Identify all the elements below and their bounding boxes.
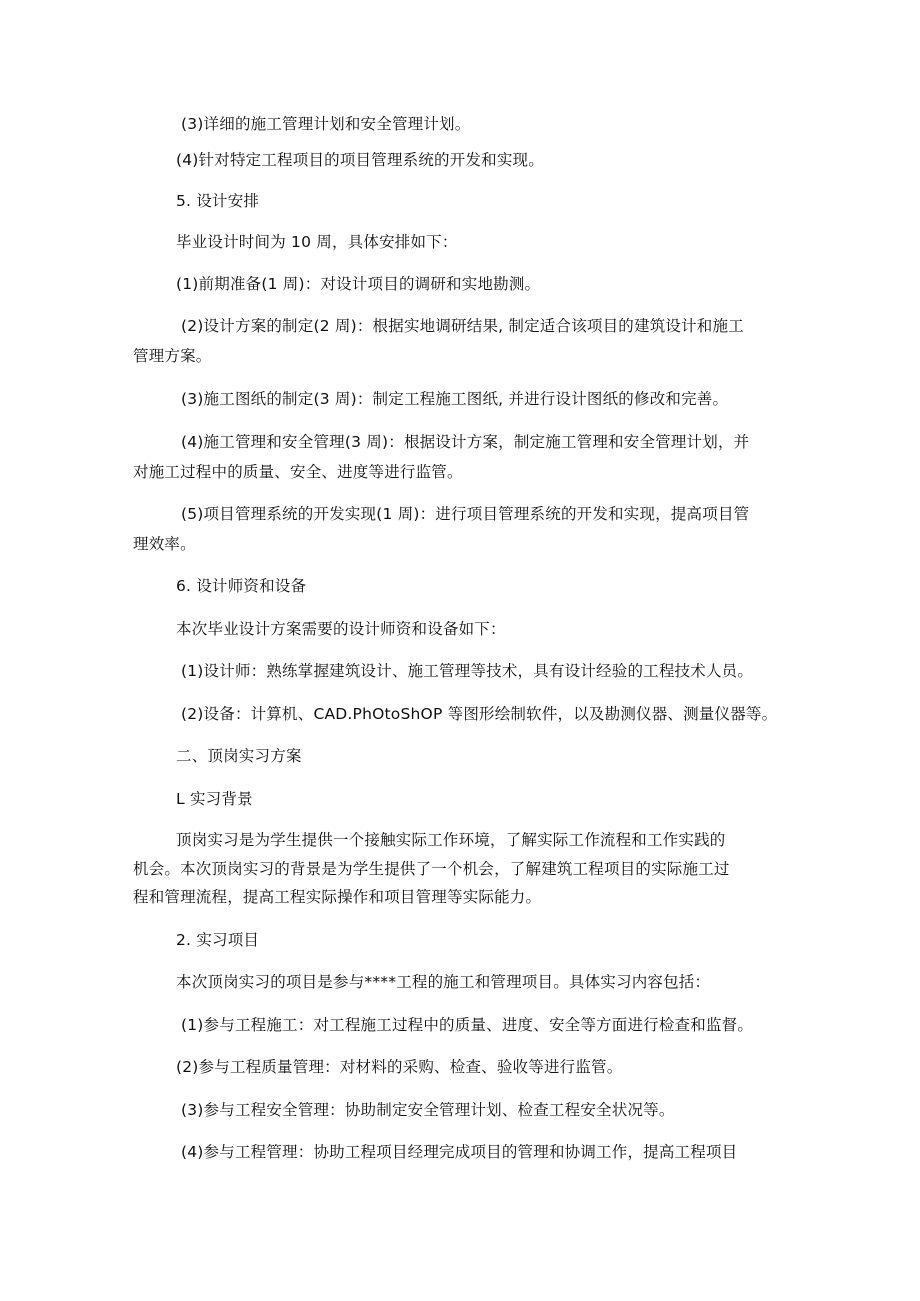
schedule-item-1: (1)前期准备(1 周)：对设计项目的调研和实地勘测。: [176, 275, 541, 293]
schedule-item-4-line-2: 对施工过程中的质量、安全、进度等进行监管。: [133, 463, 463, 481]
paragraph-internship-project-intro: 本次顶岗实习的项目是参与****工程的施工和管理项目。具体实习内容包括：: [176, 973, 711, 991]
equipment-item: (2)设备：计算机、CAD.PhOtoShOP 等图形绘制软件，以及勘测仪器、测量仪器等。: [181, 705, 778, 723]
schedule-item-5-line-1: (5)项目管理系统的开发实现(1 周)：进行项目管理系统的开发和实现，提高项目管: [181, 505, 750, 523]
paragraph-faculty-equipment-intro: 本次毕业设计方案需要的设计师资和设备如下：: [176, 620, 506, 638]
schedule-item-4-line-1: (4)施工管理和安全管理(3 周)：根据设计方案，制定施工管理和安全管理计划，并: [181, 433, 750, 451]
chapter-heading-internship-plan: 二、顶岗实习方案: [176, 747, 302, 765]
list-item-3-detailed-plan: (3)详细的施工管理计划和安全管理计划。: [181, 115, 471, 133]
section-heading-faculty-equipment: 6. 设计师资和设备: [176, 577, 307, 595]
schedule-item-2-line-2: 管理方案。: [133, 347, 212, 365]
paragraph-background-line-1: 顶岗实习是为学生提供一个接触实际工作环境，了解实际工作流程和工作实践的: [176, 831, 726, 849]
list-item-4-management-system: (4)针对特定工程项目的项目管理系统的开发和实现。: [176, 151, 544, 169]
section-heading-internship-project: 2. 实习项目: [176, 931, 260, 949]
internship-item-1: (1)参与工程施工：对工程施工过程中的质量、进度、安全等方面进行检查和监督。: [181, 1016, 754, 1034]
schedule-item-2-line-1: (2)设计方案的制定(2 周)：根据实地调研结果, 制定适合该项目的建筑设计和施工: [181, 317, 744, 335]
section-heading-design-arrangement: 5. 设计安排: [176, 192, 260, 210]
schedule-item-3: (3)施工图纸的制定(3 周)：制定工程施工图纸, 并进行设计图纸的修改和完善。: [181, 390, 729, 408]
section-heading-internship-background: L 实习背景: [176, 790, 253, 808]
internship-item-2: (2)参与工程质量管理：对材料的采购、检查、验收等进行监管。: [176, 1058, 623, 1076]
paragraph-design-duration: 毕业设计时间为 10 周，具体安排如下：: [176, 233, 458, 251]
faculty-item-designer: (1)设计师：熟练掌握建筑设计、施工管理等技术，具有设计经验的工程技术人员。: [181, 662, 754, 680]
paragraph-background-line-3: 程和管理流程，提高工程实际操作和项目管理等实际能力。: [133, 888, 542, 906]
internship-item-3: (3)参与工程安全管理：协助制定安全管理计划、检查工程安全状况等。: [181, 1101, 675, 1119]
schedule-item-5-line-2: 理效率。: [133, 535, 196, 553]
paragraph-background-line-2: 机会。本次顶岗实习的背景是为学生提供了一个机会，了解建筑工程项目的实际施工过: [133, 860, 730, 878]
internship-item-4: (4)参与工程管理：协助工程项目经理完成项目的管理和协调工作，提高工程项目: [181, 1143, 738, 1161]
